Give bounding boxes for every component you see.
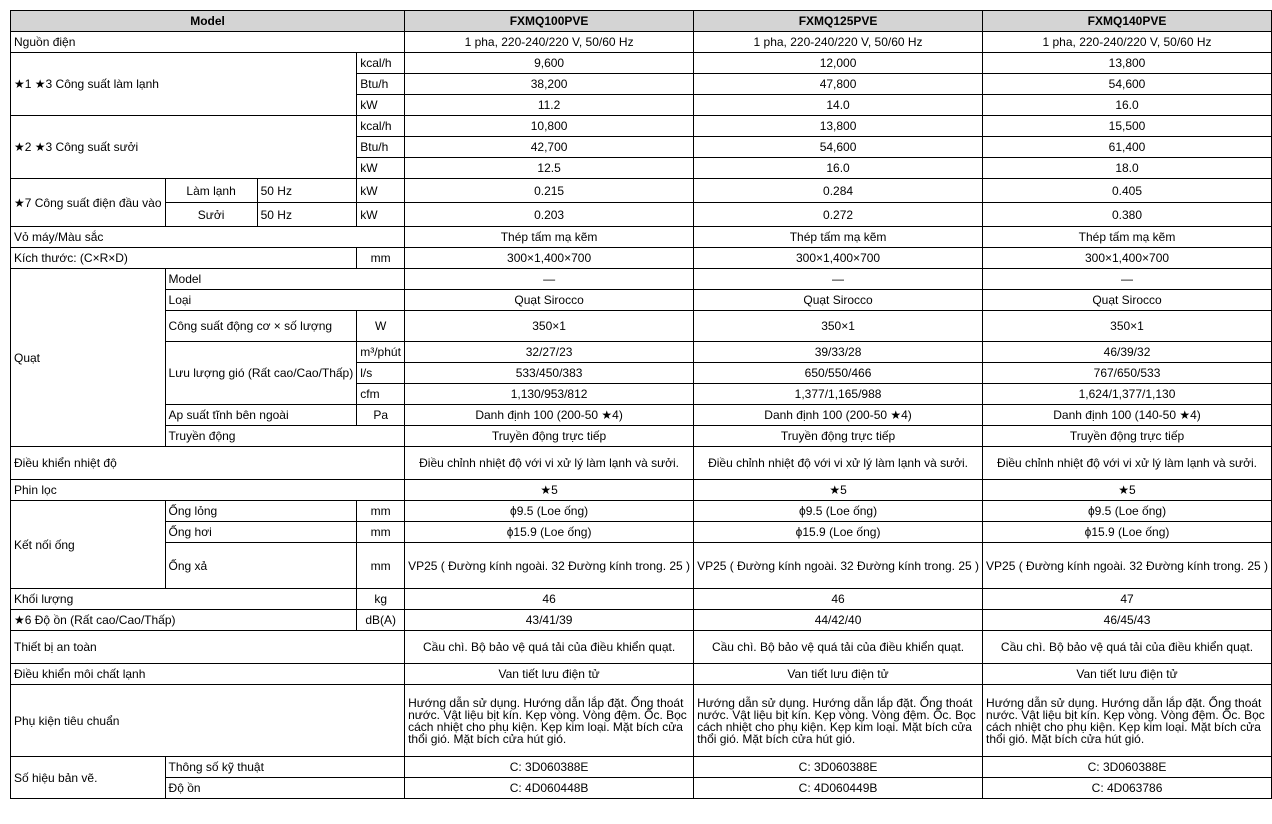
unit-cell: kcal/h (357, 116, 405, 137)
row-label: ★2 ★3 Công suất sưởi (11, 116, 357, 179)
unit-cell: mm (357, 248, 405, 269)
mode-cell: Sưởi (165, 203, 257, 227)
cell-value: 39/33/28 (694, 342, 983, 363)
sub-label: Loại (165, 290, 405, 311)
unit-cell: kcal/h (357, 53, 405, 74)
cell-value: 47,800 (694, 74, 983, 95)
mode-cell: Làm lạnh (165, 179, 257, 203)
cell-value: Truyền động trực tiếp (694, 426, 983, 447)
sub-label: Ống hơi (165, 522, 357, 543)
cell-value: C: 3D060388E (983, 757, 1272, 778)
cell-value: 12.5 (405, 158, 694, 179)
unit-cell: Btu/h (357, 74, 405, 95)
cell-value: Thép tấm mạ kẽm (694, 227, 983, 248)
unit-cell: mm (357, 543, 405, 589)
table-row (11, 116, 1272, 137)
cell-value: ★5 (405, 480, 694, 501)
model-header: Model (11, 11, 405, 32)
table-row (11, 685, 1272, 757)
cell-value: ϕ9.5 (Loe ống) (405, 501, 694, 522)
table-row (11, 290, 1272, 311)
row-label: Phin lọc (11, 480, 405, 501)
cell-value: 46/39/32 (983, 342, 1272, 363)
cell-value: VP25 ( Đường kính ngoài. 32 Đường kính trong. 25 ) (694, 543, 983, 589)
cell-value: C: 3D060388E (405, 757, 694, 778)
cell-value: Truyền động trực tiếp (405, 426, 694, 447)
table-row (11, 179, 1272, 203)
cell-value: 43/41/39 (405, 610, 694, 631)
cell-value: 767/650/533 (983, 363, 1272, 384)
unit-cell: mm (357, 501, 405, 522)
cell-value: 12,000 (694, 53, 983, 74)
cell-value: 350×1 (405, 311, 694, 342)
cell-value: 350×1 (983, 311, 1272, 342)
table-row (11, 405, 1272, 426)
cell-value: 54,600 (983, 74, 1272, 95)
cell-value: VP25 ( Đường kính ngoài. 32 Đường kính trong. 25 ) (983, 543, 1272, 589)
cell-value: 47 (983, 589, 1272, 610)
unit-cell: Pa (357, 405, 405, 426)
cell-value: 44/42/40 (694, 610, 983, 631)
cell-value: ϕ15.9 (Loe ống) (694, 522, 983, 543)
cell-value: 350×1 (694, 311, 983, 342)
sub-label: Ống lỏng (165, 501, 357, 522)
table-row (11, 778, 1272, 799)
cell-value: 0.272 (694, 203, 983, 227)
table-row (11, 342, 1272, 363)
unit-cell: Btu/h (357, 137, 405, 158)
cell-value: Van tiết lưu điện tử (694, 664, 983, 685)
table-row (11, 522, 1272, 543)
cell-value: 32/27/23 (405, 342, 694, 363)
table-row (11, 203, 1272, 227)
cell-value: 54,600 (694, 137, 983, 158)
cell-value: — (405, 269, 694, 290)
cell-value: 61,400 (983, 137, 1272, 158)
cell-value: VP25 ( Đường kính ngoài. 32 Đường kính trong. 25 ) (405, 543, 694, 589)
cell-value: 46/45/43 (983, 610, 1272, 631)
cell-value: C: 4D060448B (405, 778, 694, 799)
row-label: Nguồn điện (11, 32, 405, 53)
cell-value: 42,700 (405, 137, 694, 158)
spec-sheet (10, 10, 1272, 799)
cell-value: 650/550/466 (694, 363, 983, 384)
table-row (11, 227, 1272, 248)
sub-label: Độ ồn (165, 778, 405, 799)
row-label: Điều khiển môi chất lạnh (11, 664, 405, 685)
cell-value: Hướng dẫn sử dụng. Hướng dẫn lắp đặt. Ống thoát nước. Vật liệu bịt kín. Kẹp vòng. Vòng đệm. Ốc. Bọc cách nhiệt cho phụ kiện. Kẹp kim loại. Mặt bích cửa thổi gió. Mặt bích cửa hút gió. (405, 685, 694, 757)
cell-value: 16.0 (694, 158, 983, 179)
cell-value: 0.203 (405, 203, 694, 227)
unit-cell: W (357, 311, 405, 342)
table-row (11, 447, 1272, 480)
cell-value: 11.2 (405, 95, 694, 116)
cell-value: 16.0 (983, 95, 1272, 116)
freq-cell: 50 Hz (257, 203, 357, 227)
unit-cell: cfm (357, 384, 405, 405)
row-label: Thiết bị an toàn (11, 631, 405, 664)
sub-label: Model (165, 269, 405, 290)
cell-value: ϕ9.5 (Loe ống) (694, 501, 983, 522)
cell-value: Quạt Sirocco (983, 290, 1272, 311)
cell-value: 1 pha, 220-240/220 V, 50/60 Hz (983, 32, 1272, 53)
row-label: ★7 Công suất điện đầu vào (11, 179, 166, 227)
cell-value: C: 4D060449B (694, 778, 983, 799)
table-row (11, 480, 1272, 501)
cell-value: Danh định 100 (140-50 ★4) (983, 405, 1272, 426)
sub-label: Ap suất tĩnh bên ngoài (165, 405, 357, 426)
cell-value: 9,600 (405, 53, 694, 74)
table-row (11, 426, 1272, 447)
cell-value: 300×1,400×700 (405, 248, 694, 269)
cell-value: 1,377/1,165/988 (694, 384, 983, 405)
cell-value: Hướng dẫn sử dụng. Hướng dẫn lắp đặt. Ống thoát nước. Vật liệu bịt kín. Kẹp vòng. Vòng đệm. Ốc. Bọc cách nhiệt cho phụ kiện. Kẹp kim loại. Mặt bích cửa thổi gió. Mặt bích cửa hút gió. (983, 685, 1272, 757)
cell-value: C: 4D063786 (983, 778, 1272, 799)
freq-cell: 50 Hz (257, 179, 357, 203)
row-label: Khối lượng (11, 589, 357, 610)
cell-value: 0.405 (983, 179, 1272, 203)
unit-cell: m³/phút (357, 342, 405, 363)
cell-value: 300×1,400×700 (983, 248, 1272, 269)
cell-value: — (983, 269, 1272, 290)
cell-value: 1,130/953/812 (405, 384, 694, 405)
table-row (11, 664, 1272, 685)
cell-value: 14.0 (694, 95, 983, 116)
cell-value: 1 pha, 220-240/220 V, 50/60 Hz (405, 32, 694, 53)
sub-label: Thông số kỹ thuật (165, 757, 405, 778)
row-label: Kết nối ống (11, 501, 166, 589)
cell-value: ϕ15.9 (Loe ống) (983, 522, 1272, 543)
cell-value: 15,500 (983, 116, 1272, 137)
cell-value: 13,800 (694, 116, 983, 137)
cell-value: Danh định 100 (200-50 ★4) (405, 405, 694, 426)
cell-value: Thép tấm mạ kẽm (983, 227, 1272, 248)
cell-value: Điều chỉnh nhiệt độ với vi xử lý làm lạnh và sưởi. (405, 447, 694, 480)
unit-cell: l/s (357, 363, 405, 384)
unit-cell: kg (357, 589, 405, 610)
sub-label: Ống xả (165, 543, 357, 589)
cell-value: 533/450/383 (405, 363, 694, 384)
cell-value: Điều chỉnh nhiệt độ với vi xử lý làm lạnh và sưởi. (694, 447, 983, 480)
table-row (11, 248, 1272, 269)
unit-cell: dB(A) (357, 610, 405, 631)
header-row (11, 11, 1272, 32)
cell-value: Thép tấm mạ kẽm (405, 227, 694, 248)
row-label: ★1 ★3 Công suất làm lạnh (11, 53, 357, 116)
sub-label: Công suất động cơ × số lượng (165, 311, 357, 342)
cell-value: 18.0 (983, 158, 1272, 179)
table-row (11, 757, 1272, 778)
cell-value: Quạt Sirocco (405, 290, 694, 311)
row-label: Quạt (11, 269, 166, 447)
unit-cell: kW (357, 95, 405, 116)
sub-label: Truyền động (165, 426, 405, 447)
cell-value: ϕ15.9 (Loe ống) (405, 522, 694, 543)
cell-value: ϕ9.5 (Loe ống) (983, 501, 1272, 522)
row-label: Số hiệu bản vẽ. (11, 757, 166, 799)
cell-value: 46 (694, 589, 983, 610)
cell-value: 0.284 (694, 179, 983, 203)
cell-value: Cầu chì. Bộ bảo vệ quá tải của điều khiển quạt. (983, 631, 1272, 664)
cell-value: 38,200 (405, 74, 694, 95)
cell-value: Cầu chì. Bộ bảo vệ quá tải của điều khiển quạt. (694, 631, 983, 664)
cell-value: Danh định 100 (200-50 ★4) (694, 405, 983, 426)
cell-value: Truyền động trực tiếp (983, 426, 1272, 447)
cell-value: Hướng dẫn sử dụng. Hướng dẫn lắp đặt. Ống thoát nước. Vật liệu bịt kín. Kẹp vòng. Vòng đệm. Ốc. Bọc cách nhiệt cho phụ kiện. Kẹp kim loại. Mặt bích cửa thổi gió. Mặt bích cửa hút gió. (694, 685, 983, 757)
row-label: Kích thước: (C×R×D) (11, 248, 357, 269)
unit-cell: kW (357, 158, 405, 179)
cell-value: Quạt Sirocco (694, 290, 983, 311)
cell-value: 1,624/1,377/1,130 (983, 384, 1272, 405)
cell-value: C: 3D060388E (694, 757, 983, 778)
unit-cell: kW (357, 203, 405, 227)
row-label: ★6 Độ ồn (Rất cao/Cao/Thấp) (11, 610, 357, 631)
table-row (11, 589, 1272, 610)
cell-value: 10,800 (405, 116, 694, 137)
table-row (11, 631, 1272, 664)
row-label: Vỏ máy/Màu sắc (11, 227, 405, 248)
cell-value: Cầu chì. Bộ bảo vệ quá tải của điều khiển quạt. (405, 631, 694, 664)
row-label: Điều khiển nhiệt độ (11, 447, 405, 480)
unit-cell: kW (357, 179, 405, 203)
table-row (11, 53, 1272, 74)
model-name: FXMQ140PVE (983, 11, 1272, 32)
table-row (11, 311, 1272, 342)
cell-value: 1 pha, 220-240/220 V, 50/60 Hz (694, 32, 983, 53)
table-row (11, 501, 1272, 522)
cell-value: 46 (405, 589, 694, 610)
table-row (11, 269, 1272, 290)
sub-label: Lưu lượng gió (Rất cao/Cao/Thấp) (165, 342, 357, 405)
spec-table (10, 10, 1272, 799)
cell-value: Van tiết lưu điện tử (983, 664, 1272, 685)
model-name: FXMQ100PVE (405, 11, 694, 32)
cell-value: 13,800 (983, 53, 1272, 74)
row-label: Phụ kiện tiêu chuẩn (11, 685, 405, 757)
table-row (11, 610, 1272, 631)
unit-cell: mm (357, 522, 405, 543)
cell-value: Van tiết lưu điện tử (405, 664, 694, 685)
cell-value: ★5 (983, 480, 1272, 501)
cell-value: 0.215 (405, 179, 694, 203)
table-row (11, 32, 1272, 53)
cell-value: Điều chỉnh nhiệt độ với vi xử lý làm lạnh và sưởi. (983, 447, 1272, 480)
cell-value: ★5 (694, 480, 983, 501)
model-name: FXMQ125PVE (694, 11, 983, 32)
cell-value: — (694, 269, 983, 290)
cell-value: 300×1,400×700 (694, 248, 983, 269)
cell-value: 0.380 (983, 203, 1272, 227)
table-row (11, 543, 1272, 589)
